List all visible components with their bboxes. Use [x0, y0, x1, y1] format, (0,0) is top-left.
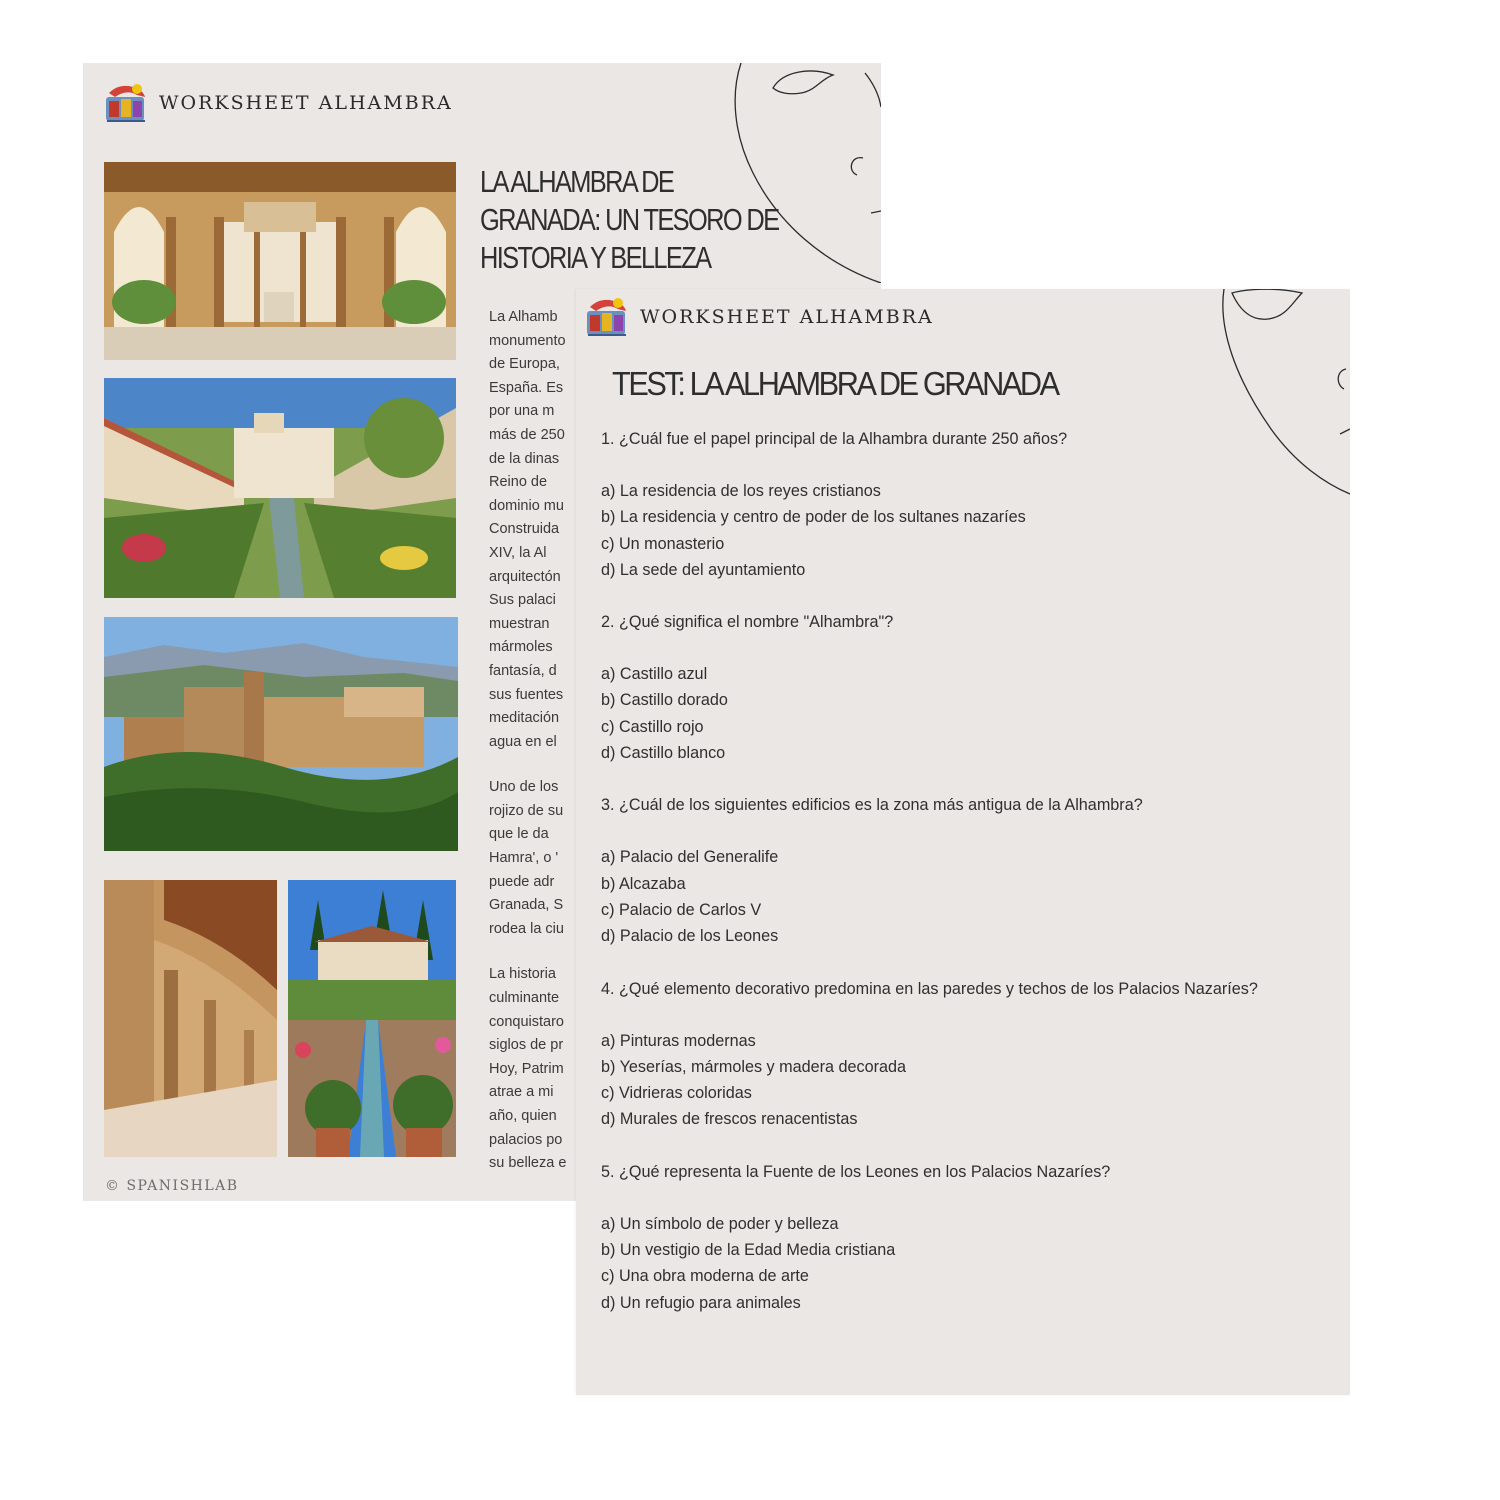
text-line: Uno de los — [489, 779, 559, 796]
answer-option: a) La residencia de los reyes cristianos — [601, 482, 881, 500]
answer-option: b) Alcazaba — [601, 874, 686, 893]
text-line: dominio mu — [489, 497, 564, 514]
text-line: agua en el — [489, 733, 557, 750]
question-block — [601, 792, 1331, 949]
photo-charles-v-gallery — [104, 880, 277, 1157]
question-block — [601, 609, 1331, 766]
worksheet-brand — [103, 81, 453, 125]
spanishlab-logo-icon — [103, 81, 149, 125]
text-line: puede adr — [489, 873, 555, 890]
test-title: TEST: LA ALHAMBRA DE GRANADA — [612, 365, 1058, 402]
text-line: Hoy, Patrim — [489, 1060, 564, 1077]
answer-option: d) Castillo blanco — [601, 744, 726, 763]
answer-option: b) Yeserías, mármoles y madera decorada — [601, 1057, 907, 1076]
reading-title-line: HISTORIA Y BELLEZA — [480, 240, 711, 275]
question-block — [601, 1159, 1331, 1316]
photo-generalife-courtyard — [104, 378, 456, 598]
answer-option: d) Palacio de los Leones — [601, 927, 779, 946]
text-line: meditación — [489, 710, 560, 727]
question-block — [601, 976, 1331, 1133]
text-line: Sus palaci — [489, 592, 556, 609]
answer-option: c) Un monasterio — [601, 534, 725, 553]
answer-options — [601, 1028, 1331, 1133]
worksheet-brand — [584, 295, 934, 339]
text-line: rodea la ciu — [489, 920, 564, 937]
text-line: de Europa, — [489, 356, 560, 373]
answer-option: c) Vidrieras coloridas — [601, 1084, 752, 1103]
answer-option: c) Palacio de Carlos V — [601, 900, 762, 919]
answer-options — [601, 661, 1331, 766]
text-line: fantasía, d — [489, 662, 557, 679]
reading-title-line: GRANADA: UN TESORO DE — [480, 202, 779, 237]
text-line: monumento — [489, 332, 566, 349]
text-line: La historia — [489, 966, 556, 983]
answer-options — [601, 1211, 1331, 1316]
text-line: atrae a mi — [489, 1084, 554, 1101]
answer-option: a) Castillo azul — [601, 665, 708, 684]
text-line: Construida — [489, 521, 560, 538]
answer-option: a) Un símbolo de poder y belleza — [601, 1214, 839, 1233]
text-line: rojizo de su — [489, 802, 564, 819]
text-line: muestran — [489, 615, 550, 632]
text-line: que le da — [489, 826, 549, 843]
text-line: su belleza e — [489, 1155, 567, 1172]
text-line: año, quien — [489, 1108, 557, 1124]
answer-options — [601, 478, 1331, 583]
answer-option: a) Palacio del Generalife — [601, 848, 779, 867]
text-line: conquistaro — [489, 1013, 564, 1030]
question-text: 1. ¿Cuál fue el papel principal de la Alhambra durante 250 años? — [601, 430, 1068, 448]
answer-option: d) La sede del ayuntamiento — [601, 560, 806, 579]
text-line: palacios po — [489, 1131, 563, 1148]
answer-options — [601, 844, 1331, 949]
text-line: más de 250 — [489, 426, 565, 443]
text-line: mármoles — [489, 639, 553, 656]
text-line: siglos de pr — [489, 1037, 564, 1054]
text-line: España. Es — [489, 379, 564, 396]
answer-option: d) Murales de frescos renacentistas — [601, 1110, 858, 1129]
answer-option: d) Un refugio para animales — [601, 1293, 801, 1312]
photo-court-of-lions — [104, 162, 456, 360]
reading-title-line: LA ALHAMBRA DE — [480, 164, 674, 199]
text-line: Hamra', o ' — [489, 850, 559, 867]
text-line: por una m — [489, 403, 555, 420]
reading-title — [480, 163, 808, 277]
text-line: de la dinas — [489, 450, 560, 467]
answer-option: b) Un vestigio de la Edad Media cristiana — [601, 1241, 896, 1260]
answer-option: c) Una obra moderna de arte — [601, 1267, 809, 1286]
text-line: sus fuentes — [489, 686, 564, 703]
question-text: 2. ¿Qué significa el nombre "Alhambra"? — [601, 613, 894, 632]
spanishlab-logo-icon — [584, 295, 630, 339]
quiz-questions — [601, 426, 1331, 1342]
text-line: XIV, la Al — [489, 544, 547, 561]
question-block — [601, 426, 1331, 583]
answer-option: b) Castillo dorado — [601, 691, 728, 710]
question-text: 4. ¿Qué elemento decorativo predomina en las paredes y techos de los Palacios Nazaríes? — [601, 979, 1258, 998]
answer-option: a) Pinturas modernas — [601, 1031, 756, 1050]
text-line: Granada, S — [489, 897, 564, 914]
copyright-notice: © SPANISHLAB — [105, 1178, 239, 1194]
answer-option: b) La residencia y centro de poder de los sultanes nazaríes — [601, 508, 1026, 527]
text-line: culminante — [489, 990, 560, 1007]
text-line: La Alhamb — [489, 309, 558, 325]
question-text: 3. ¿Cuál de los siguientes edificios es la zona más antigua de la Alhambra? — [601, 796, 1143, 815]
photo-generalife-gardens — [288, 880, 456, 1157]
answer-option: c) Castillo rojo — [601, 717, 704, 736]
worksheet-brand-title: WORKSHEET ALHAMBRA — [640, 306, 934, 328]
text-line: Reino de — [489, 474, 548, 491]
worksheet-page-test — [576, 289, 1350, 1395]
worksheet-brand-title: WORKSHEET ALHAMBRA — [159, 92, 453, 114]
photo-alhambra-panorama — [104, 617, 458, 851]
text-line: arquitectón — [489, 568, 561, 585]
question-text: 5. ¿Qué representa la Fuente de los Leones en los Palacios Nazaríes? — [601, 1162, 1111, 1181]
